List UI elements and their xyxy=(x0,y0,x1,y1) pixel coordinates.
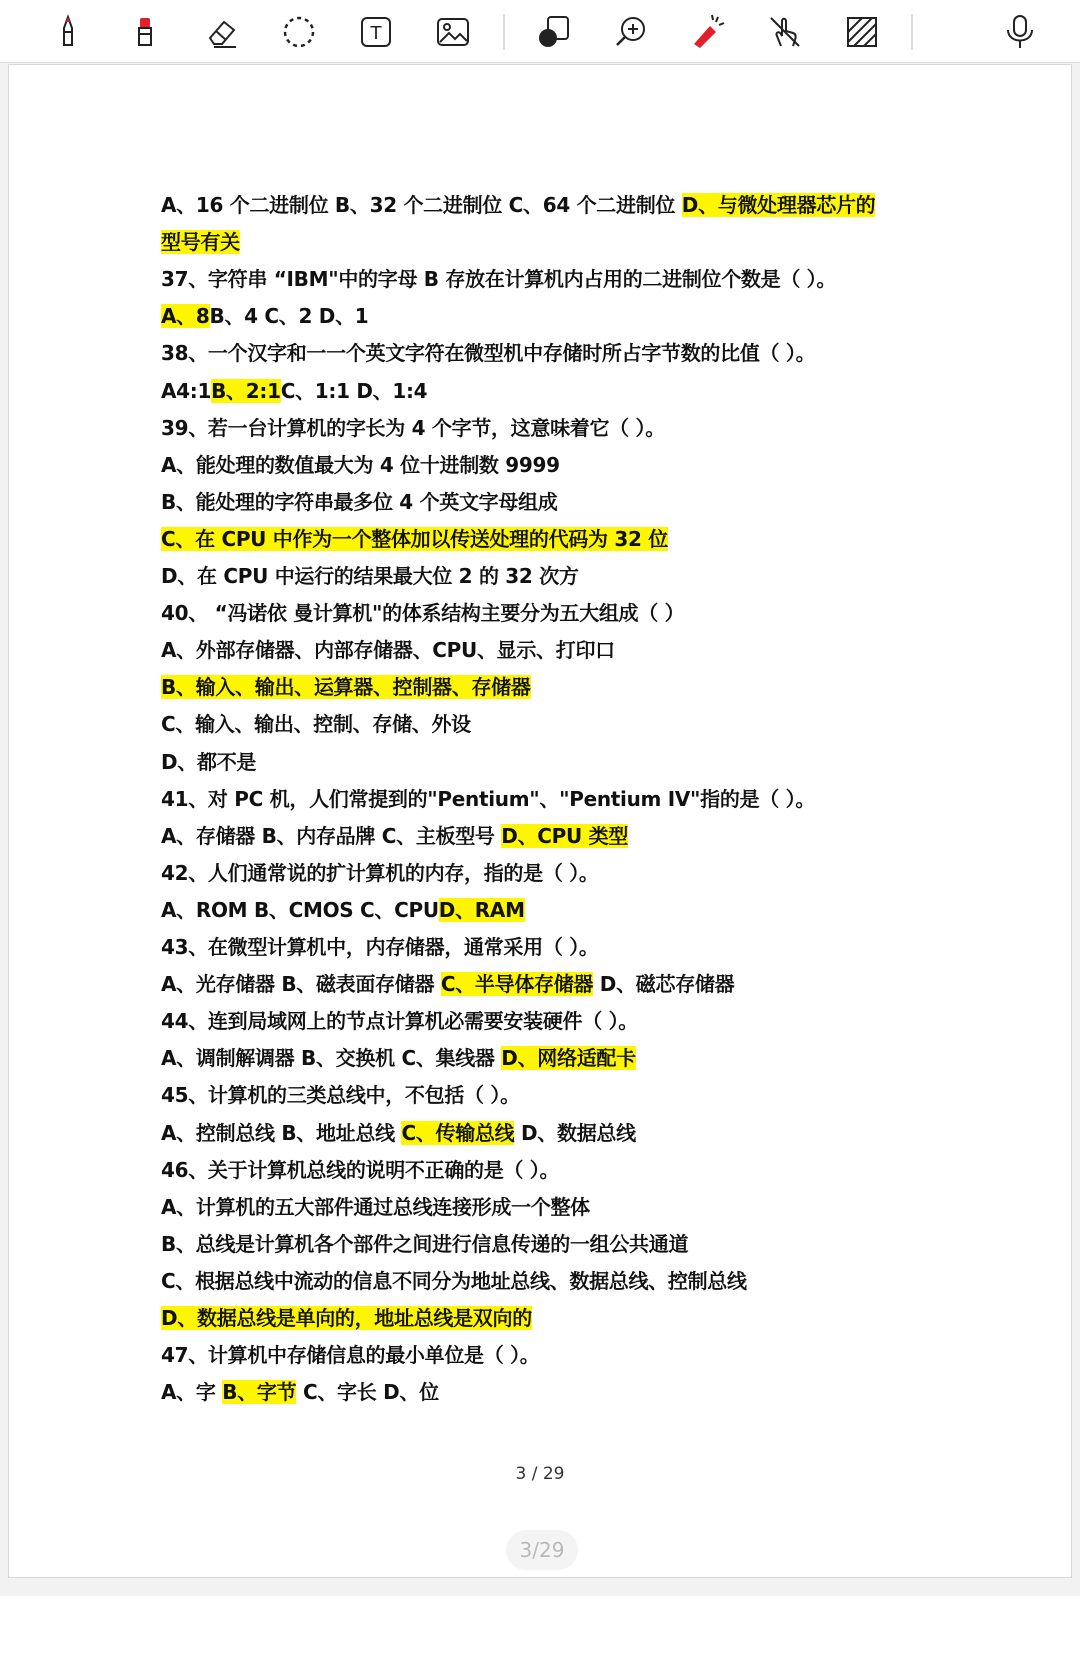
text-span: C、输入、输出、控制、存储、外设 xyxy=(161,712,471,737)
text-span: B、总线是计算机各个部件之间进行信息传递的一组公共通道 xyxy=(161,1231,689,1256)
text-line xyxy=(161,747,256,777)
microphone-icon xyxy=(1000,12,1040,52)
text-span: A、字 xyxy=(161,1380,223,1405)
text-line xyxy=(161,1266,747,1296)
background-pattern-icon xyxy=(842,12,882,52)
bottom-area xyxy=(0,1596,1080,1658)
lasso-select-tool[interactable] xyxy=(273,6,325,58)
laser-pointer-tool[interactable] xyxy=(682,6,734,58)
text-line xyxy=(161,784,815,814)
text-span: A、计算机的五大部件通过总线连接形成一个整体 xyxy=(161,1194,590,1219)
text-box-icon xyxy=(356,12,396,52)
page-indicator[interactable]: 3/29 xyxy=(506,1530,578,1570)
page-footer-number: 3 / 29 xyxy=(515,1464,565,1484)
highlighter-tool-icon xyxy=(125,12,165,52)
highlighted-answer: C、半导体存储器 xyxy=(440,972,594,997)
text-line xyxy=(161,450,560,480)
text-line xyxy=(161,264,836,294)
text-box-tool[interactable] xyxy=(350,6,402,58)
text-line xyxy=(161,1377,439,1407)
touch-writing-toggle[interactable] xyxy=(759,6,811,58)
insert-image-icon xyxy=(433,12,473,52)
text-line xyxy=(161,672,531,702)
background-pattern-tool[interactable] xyxy=(836,6,888,58)
highlighted-answer: B、字节 xyxy=(222,1380,297,1405)
text-span: A、光存储器 B、磁表面存储器 xyxy=(161,972,441,997)
lasso-select-icon xyxy=(279,12,319,52)
text-line xyxy=(161,301,368,331)
zoom-in-icon xyxy=(611,12,651,52)
text-line xyxy=(161,1229,688,1259)
text-span: C、字长 D、位 xyxy=(296,1380,439,1405)
text-line xyxy=(161,1303,532,1333)
highlighted-answer: D、与微处理器芯片的 xyxy=(681,193,876,217)
eraser-tool[interactable] xyxy=(196,6,248,58)
text-line xyxy=(161,635,615,665)
text-span: 39、若一台计算机的字长为 4 个字节，这意味着它（ ）。 xyxy=(161,415,665,440)
toolbar-divider xyxy=(503,14,505,50)
highlighted-answer: D、RAM xyxy=(438,897,525,922)
text-span: 47、计算机中存储信息的最小单位是（ ）。 xyxy=(161,1343,540,1368)
pen-tool[interactable] xyxy=(42,6,94,58)
text-span: 43、在微型计算机中，内存储器，通常采用（ ）。 xyxy=(161,935,599,959)
toolbar-divider xyxy=(911,14,913,50)
text-span: 46、关于计算机总线的说明不正确的是（ ）。 xyxy=(161,1157,560,1182)
highlighted-answer: C、传输总线 xyxy=(401,1120,515,1145)
text-span: 37、字符串 “IBM"中的字母 B 存放在计算机内占用的二进制位个数是（ ）。 xyxy=(161,267,837,292)
text-line xyxy=(161,895,525,925)
text-line xyxy=(161,1155,559,1185)
highlighted-answer: D、网络适配卡 xyxy=(501,1046,636,1071)
text-span: A、ROM B、CMOS C、CPU xyxy=(161,897,439,922)
text-span: A、能处理的数值最大为 4 位十进制数 9999 xyxy=(161,452,560,477)
text-line xyxy=(161,190,875,220)
highlighted-answer: D、CPU 类型 xyxy=(501,823,629,848)
highlighted-answer: C、在 CPU 中作为一个整体加以传送处理的代码为 32 位 xyxy=(161,526,668,551)
touch-writing-off-icon xyxy=(765,12,805,52)
laser-pointer-icon xyxy=(688,12,728,52)
zoom-tool[interactable] xyxy=(605,6,657,58)
text-line xyxy=(161,932,599,962)
text-line xyxy=(161,524,668,554)
text-line xyxy=(161,1118,636,1148)
text-span: 41、对 PC 机，人们常提到的"Pentium"、"Pentium IV"指的是（ ）。 xyxy=(161,786,816,811)
text-line xyxy=(161,561,579,591)
text-line xyxy=(161,709,471,739)
highlighted-answer: B、输入、输出、运算器、控制器、存储器 xyxy=(161,675,531,700)
insert-image-tool[interactable] xyxy=(427,6,479,58)
text-span: 42、人们通常说的扩计算机的内存，指的是（ ）。 xyxy=(161,860,599,885)
text-line xyxy=(161,1043,636,1073)
eraser-tool-icon xyxy=(202,12,242,52)
text-span: D、在 CPU 中运行的结果最大位 2 的 32 次方 xyxy=(161,564,579,588)
text-span: D、磁芯存储器 xyxy=(593,972,735,997)
text-line xyxy=(161,598,684,628)
text-line xyxy=(161,1006,638,1036)
text-span: B、能处理的字符串最多位 4 个英文字母组成 xyxy=(161,489,558,514)
highlighted-answer: A、8 xyxy=(161,304,210,329)
pen-tool-icon xyxy=(48,12,88,52)
highlighted-answer: D、数据总线是单向的，地址总线是双向的 xyxy=(161,1306,532,1330)
text-span: 44、连到局域网上的节点计算机必需要安装硬件（ ）。 xyxy=(161,1009,638,1034)
text-span: C、1:1 D、1:4 xyxy=(280,378,428,403)
text-span: A、调制解调器 B、交换机 C、集线器 xyxy=(161,1046,502,1071)
text-span: A、16 个二进制位 B、32 个二进制位 C、64 个二进制位 xyxy=(161,193,682,217)
text-line xyxy=(161,1192,590,1222)
text-span: D、都不是 xyxy=(161,749,257,774)
text-span: A4:1 xyxy=(161,378,212,403)
text-span: 40、 “冯诺依 曼计算机"的体系结构主要分为五大组成（ ） xyxy=(161,601,685,626)
text-line xyxy=(161,1340,540,1370)
highlighted-answer: 型号有关 xyxy=(161,230,240,255)
svg-text:T: T xyxy=(370,23,382,44)
highlighter-tool[interactable] xyxy=(119,6,171,58)
toolbar xyxy=(0,0,1080,63)
text-span: 38、一个汉字和一一个英文字符在微型机中存储时所占字节数的比值（ ）。 xyxy=(161,341,816,366)
text-line xyxy=(161,1080,520,1110)
highlighted-answer: B、2:1 xyxy=(211,378,281,403)
text-span: A、控制总线 B、地址总线 xyxy=(161,1120,402,1145)
shapes-tool[interactable] xyxy=(528,6,580,58)
text-line xyxy=(161,376,427,406)
text-line xyxy=(161,227,240,257)
text-span: B、4 C、2 D、1 xyxy=(209,304,369,329)
text-line xyxy=(161,821,628,851)
text-line xyxy=(161,338,815,368)
shapes-icon xyxy=(534,12,574,52)
text-span: A、存储器 B、内存品牌 C、主板型号 xyxy=(161,823,502,848)
text-span: D、数据总线 xyxy=(514,1120,636,1145)
text-span: C、根据总线中流动的信息不同分为地址总线、数据总线、控制总线 xyxy=(161,1268,747,1293)
text-line xyxy=(161,487,558,517)
text-span: A、外部存储器、内部存储器、CPU、显示、打印口 xyxy=(161,638,615,663)
text-line xyxy=(161,413,665,443)
text-line xyxy=(161,969,734,999)
voice-record-tool[interactable] xyxy=(994,6,1046,58)
text-line xyxy=(161,858,599,888)
text-span: 45、计算机的三类总线中，不包括（ ）。 xyxy=(161,1083,520,1108)
